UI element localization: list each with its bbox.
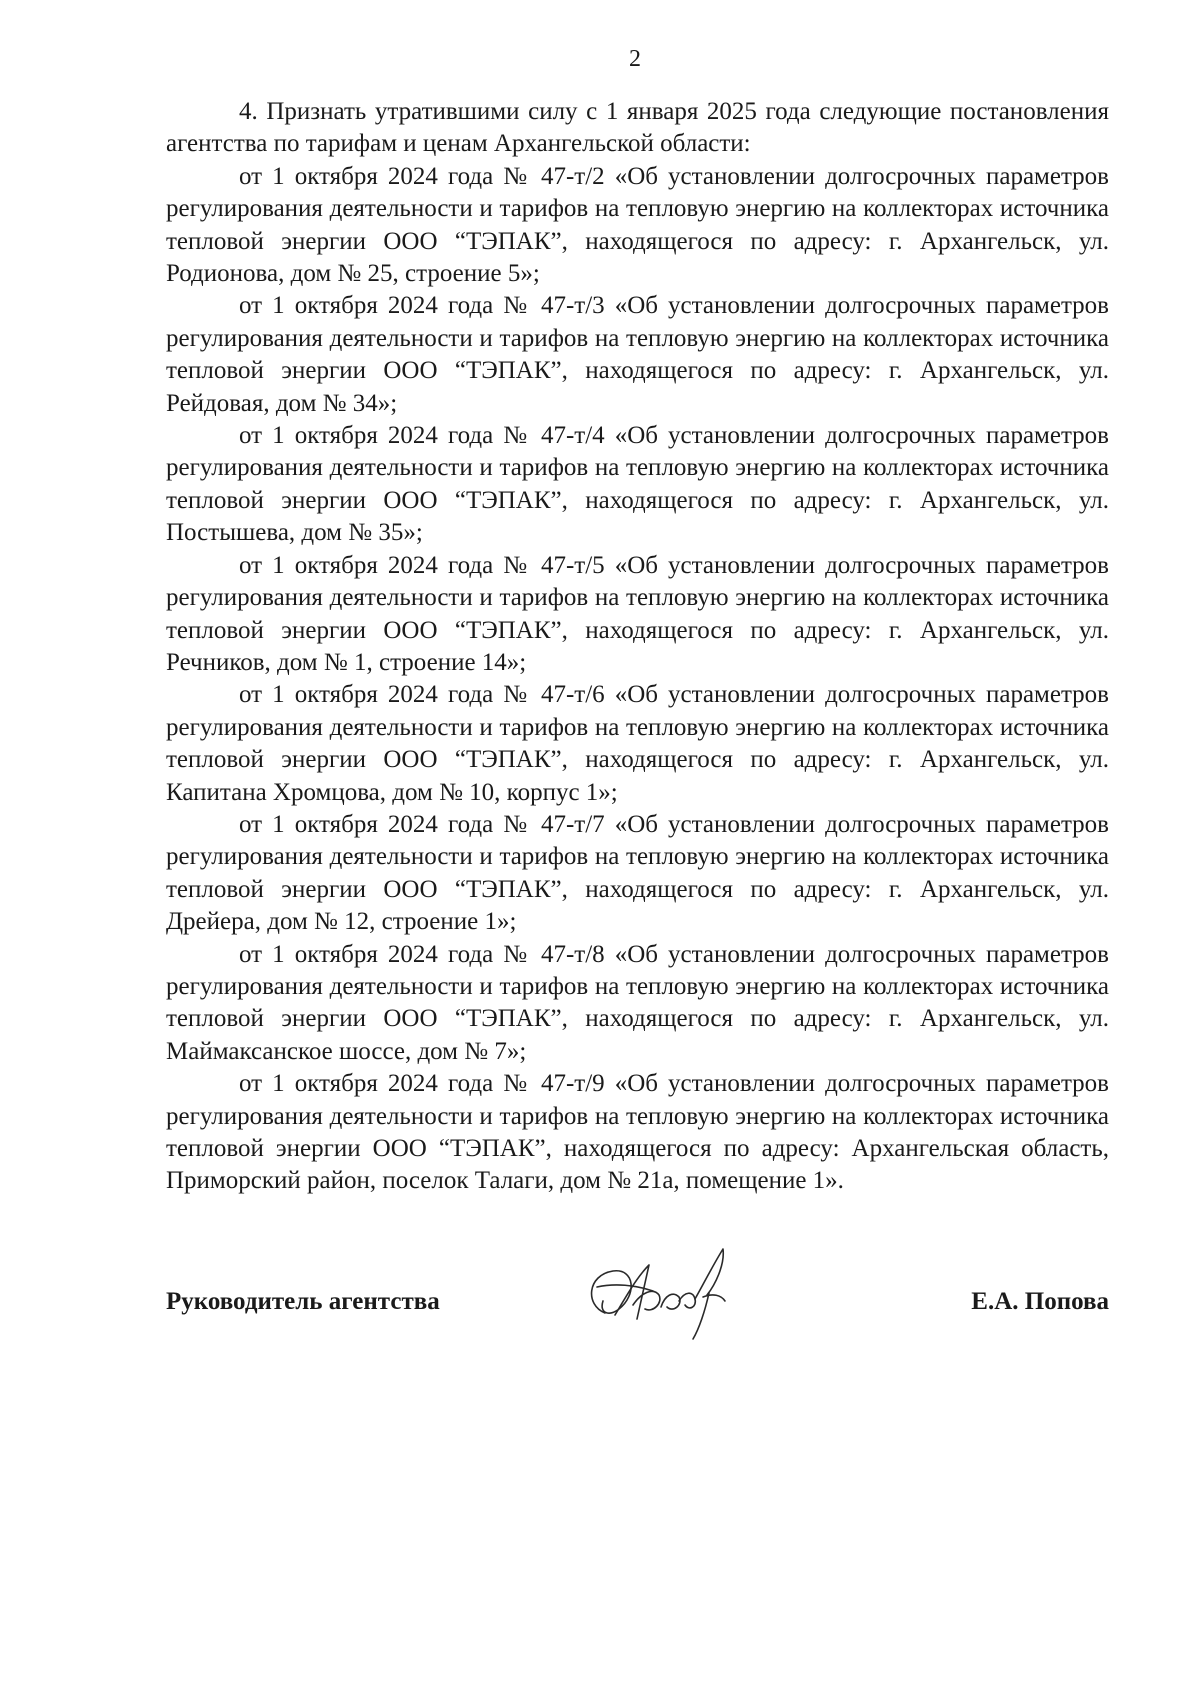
- handwritten-signature-icon: [575, 1235, 745, 1345]
- paragraph-resolution-47-t-2: от 1 октября 2024 года № 47-т/2 «Об установлении долгосрочных параметров регулирования деятельности и тарифов на тепловую энергию на коллекторах источника тепловой энергии ООО “ТЭПАК”, находящегося по адресу: г. Архангельск, ул. Родионова, дом № 25, строение 5»;: [166, 162, 1109, 288]
- paragraph-resolution-47-t-9: от 1 октября 2024 года № 47-т/9 «Об установлении долгосрочных параметров регулирования деятельности и тарифов на тепловую энергию на коллекторах источника тепловой энергии ООО “ТЭПАК”, находящегося по адресу: Архангельская область, Приморский район, поселок Талаги, дом № 21а, помещение 1».: [166, 1070, 1109, 1195]
- page-number: 2: [629, 46, 641, 72]
- paragraph-resolution-47-t-3: от 1 октября 2024 года № 47-т/3 «Об установлении долгосрочных параметров регулирования деятельности и тарифов на тепловую энергию на коллекторах источника тепловой энергии ООО “ТЭПАК”, находящегося по адресу: г. Архангельск, ул. Рейдовая, дом № 34»;: [166, 292, 1109, 417]
- signatory-title: Руководитель агентства: [166, 1288, 440, 1315]
- paragraph-resolution-47-t-5: от 1 октября 2024 года № 47-т/5 «Об установлении долгосрочных параметров регулирования деятельности и тарифов на тепловую энергию на коллекторах источника тепловой энергии ООО “ТЭПАК”, находящегося по адресу: г. Архангельск, ул. Речников, дом № 1, строение 14»;: [166, 551, 1109, 676]
- paragraph-resolution-47-t-7: от 1 октября 2024 года № 47-т/7 «Об установлении долгосрочных параметров регулирования деятельности и тарифов на тепловую энергию на коллекторах источника тепловой энергии ООО “ТЭПАК”, находящегося по адресу: г. Архангельск, ул. Дрейера, дом № 12, строение 1»;: [166, 810, 1109, 936]
- document-body: [166, 96, 1109, 1198]
- paragraph-clause-4: 4. Признать утратившими силу с 1 января 2025 года следующие постановления агентства по тарифам и ценам Архангельской области:: [166, 98, 1109, 158]
- signatory-name: Е.А. Попова: [971, 1288, 1109, 1315]
- paragraph-resolution-47-t-6: от 1 октября 2024 года № 47-т/6 «Об установлении долгосрочных параметров регулирования деятельности и тарифов на тепловую энергию на коллекторах источника тепловой энергии ООО “ТЭПАК”, находящегося по адресу: г. Архангельск, ул. Капитана Хромцова, дом № 10, корпус 1»;: [166, 681, 1109, 806]
- paragraph-resolution-47-t-4: от 1 октября 2024 года № 47-т/4 «Об установлении долгосрочных параметров регулирования деятельности и тарифов на тепловую энергию на коллекторах источника тепловой энергии ООО “ТЭПАК”, находящегося по адресу: г. Архангельск, ул. Постышева, дом № 35»;: [166, 422, 1109, 547]
- paragraph-resolution-47-t-8: от 1 октября 2024 года № 47-т/8 «Об установлении долгосрочных параметров регулирования деятельности и тарифов на тепловую энергию на коллекторах источника тепловой энергии ООО “ТЭПАК”, находящегося по адресу: г. Архангельск, ул. Маймаксанское шоссе, дом № 7»;: [166, 940, 1109, 1065]
